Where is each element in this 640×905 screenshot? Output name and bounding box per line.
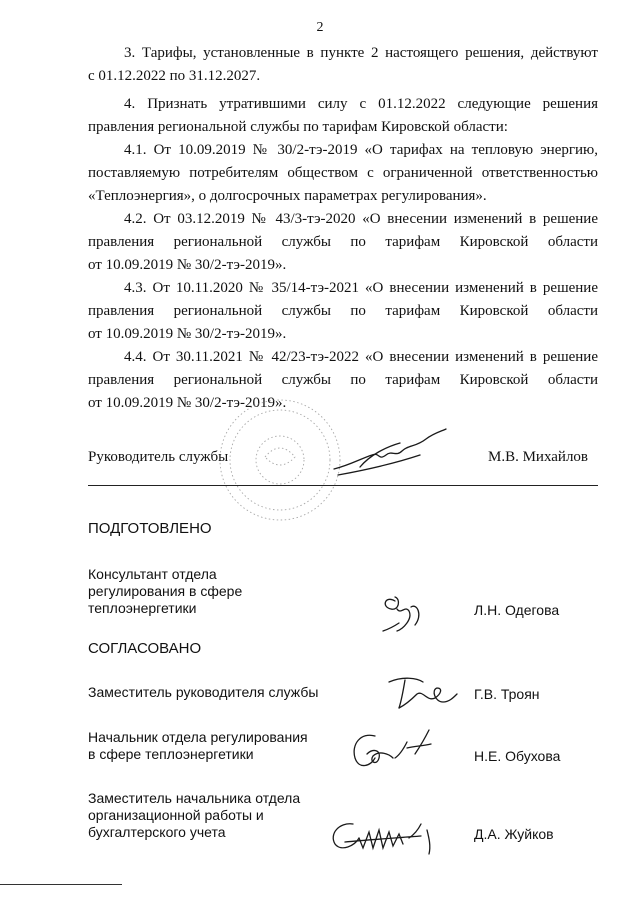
item-4-2-line-3: от 10.09.2019 № 30/2-тэ-2019». bbox=[88, 257, 287, 273]
agreed-signer-3-position-line-2: организационной работы и bbox=[88, 807, 264, 823]
agreed-signer-3-position-line-3: бухгалтерского учета bbox=[88, 824, 226, 840]
item-4-4-line-1: 4.4. От 30.11.2021 № 42/23-тэ-2022 «О внесении изменений в решение bbox=[124, 349, 598, 365]
prepared-position-line-2: регулирования в сфере bbox=[88, 583, 243, 599]
item-4-2-line-1: 4.2. От 03.12.2019 № 43/3-тэ-2020 «О внесении изменений в решение bbox=[124, 211, 598, 227]
agreed-signer-3-name: Д.А. Жуйков bbox=[474, 826, 554, 842]
head-signature bbox=[330, 425, 450, 480]
footnote-divider bbox=[0, 884, 122, 885]
agreed-signer-1-name: Г.В. Троян bbox=[474, 686, 540, 702]
agreed-signer-2-name: Н.Е. Обухова bbox=[474, 748, 561, 764]
agreed-signer-1-position: Заместитель руководителя службы bbox=[88, 684, 319, 700]
paragraph-3-line-1: 3. Тарифы, установленные в пункте 2 настоящего решения, действуют bbox=[124, 45, 598, 61]
agreed-signer-1-signature bbox=[383, 668, 463, 718]
agreed-signer-2-signature bbox=[345, 724, 445, 779]
item-4-4-line-2: правления региональной службы по тарифам Кировской области bbox=[88, 372, 598, 388]
agreed-signer-3-signature bbox=[325, 812, 450, 862]
item-4-1-line-1: 4.1. От 10.09.2019 № 30/2-тэ-2019 «О тарифах на тепловую энергию, bbox=[124, 142, 598, 158]
prepared-name: Л.Н. Одегова bbox=[474, 602, 560, 618]
item-4-3-line-1: 4.3. От 10.11.2020 № 35/14-тэ-2021 «О внесении изменений в решение bbox=[124, 280, 598, 296]
item-4-3-line-3: от 10.09.2019 № 30/2-тэ-2019». bbox=[88, 326, 287, 342]
paragraph-4-line-1: 4. Признать утратившими силу с 01.12.2022 следующие решения bbox=[124, 96, 598, 112]
paragraph-4-line-2: правления региональной службы по тарифам Кировской области: bbox=[88, 119, 508, 135]
paragraph-3-line-2: с 01.12.2022 по 31.12.2027. bbox=[88, 68, 261, 84]
item-4-4-line-3: от 10.09.2019 № 30/2-тэ-2019». bbox=[88, 395, 287, 411]
item-4-1-line-3: «Теплоэнергия», о долгосрочных параметрах регулирования». bbox=[88, 188, 487, 204]
agreed-signer-2-position-line-2: в сфере теплоэнергетики bbox=[88, 746, 254, 762]
agreed-signer-3-position-line-1: Заместитель начальника отдела bbox=[88, 790, 301, 806]
agreed-signer-2-position-line-1: Начальник отдела регулирования bbox=[88, 729, 308, 745]
prepared-signature bbox=[375, 585, 435, 640]
prepared-position-line-1: Консультант отдела bbox=[88, 566, 217, 582]
item-4-3-line-2: правления региональной службы по тарифам Кировской области bbox=[88, 303, 598, 319]
head-name: М.В. Михайлов bbox=[488, 449, 589, 465]
item-4-2-line-2: правления региональной службы по тарифам Кировской области bbox=[88, 234, 598, 250]
agreed-heading: СОГЛАСОВАНО bbox=[88, 640, 202, 657]
prepared-heading: ПОДГОТОВЛЕНО bbox=[88, 520, 212, 537]
signature-divider bbox=[88, 485, 598, 486]
page-number: 2 bbox=[316, 20, 324, 35]
item-4-1-line-2: поставляемую потребителям обществом с ограниченной ответственностью bbox=[88, 165, 598, 181]
prepared-position-line-3: теплоэнергетики bbox=[88, 600, 197, 616]
head-position: Руководитель службы bbox=[88, 449, 229, 465]
